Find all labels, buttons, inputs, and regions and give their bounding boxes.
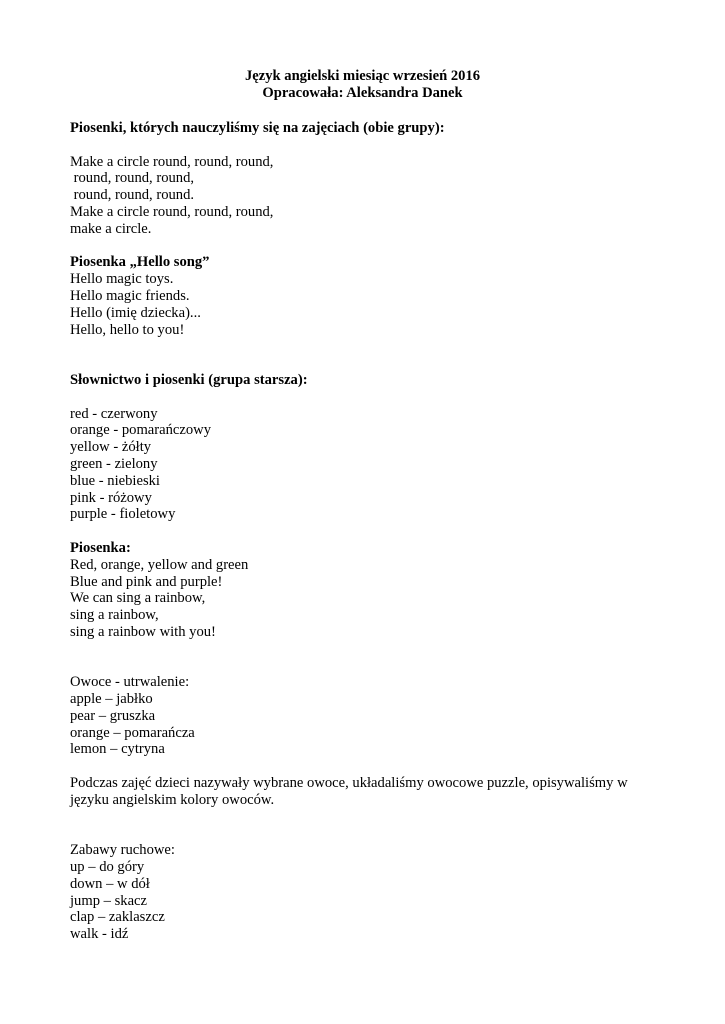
song-line: Hello magic toys. [70, 271, 174, 288]
song-line: Blue and pink and purple! [70, 573, 223, 590]
song-hello [70, 271, 660, 338]
song-line: Hello, hello to you! [70, 321, 185, 338]
movement-list [70, 859, 660, 943]
fruits-list [70, 691, 660, 758]
section-heading-vocabulary: Słownictwo i piosenki (grupa starsza): [70, 371, 308, 388]
list-item: green - zielony [70, 455, 158, 472]
section-heading-fruits: Owoce - utrwalenie: [70, 674, 190, 691]
colors-list [70, 406, 660, 524]
song-rainbow [70, 557, 660, 641]
song-hello-heading: Piosenka „Hello song” [70, 254, 210, 271]
song-line: Hello (imię dziecka)... [70, 304, 201, 321]
list-item: purple - fioletowy [70, 506, 176, 523]
song-line: round, round, round, [70, 170, 195, 187]
document-body [70, 120, 660, 943]
list-item: pear – gruszka [70, 707, 156, 724]
list-item: red - czerwony [70, 405, 158, 422]
list-item: up – do góry [70, 859, 145, 876]
list-item: orange - pomarańczowy [70, 422, 212, 439]
list-item: walk - idź [70, 926, 129, 943]
list-item: lemon – cytryna [70, 741, 165, 758]
song-make-a-circle [70, 154, 660, 238]
song-line: Hello magic friends. [70, 287, 190, 304]
list-item: orange – pomarańcza [70, 724, 195, 741]
list-item: apple – jabłko [70, 691, 153, 708]
list-item: down – w dół [70, 875, 150, 892]
song-rainbow-heading: Piosenka: [70, 539, 131, 556]
list-item: blue - niebieski [70, 472, 160, 489]
song-line: round, round, round. [70, 187, 195, 204]
song-line: Make a circle round, round, round, [70, 203, 274, 220]
section-heading-movement: Zabawy ruchowe: [70, 842, 175, 859]
section-heading-songs: Piosenki, których nauczyliśmy się na zajęciach (obie grupy): [70, 120, 445, 136]
fruits-paragraph: Podczas zajęć dzieci nazywały wybrane owoce, układaliśmy owocowe puzzle, opisywaliśmy w języku angielskim kolory owoców. [70, 775, 628, 808]
song-line: Red, orange, yellow and green [70, 556, 249, 573]
document-author: Opracowała: Aleksandra Danek [262, 85, 463, 101]
document-header [0, 68, 725, 102]
song-line: sing a rainbow with you! [70, 623, 216, 640]
document-title: Język angielski miesiąc wrzesień 2016 [244, 68, 481, 84]
song-line: sing a rainbow, [70, 607, 159, 624]
list-item: pink - różowy [70, 489, 152, 506]
song-line: Make a circle round, round, round, [70, 153, 274, 170]
list-item: clap – zaklaszcz [70, 909, 165, 926]
list-item: jump – skacz [70, 892, 148, 909]
song-line: We can sing a rainbow, [70, 590, 206, 607]
song-line: make a circle. [70, 220, 152, 237]
list-item: yellow - żółty [70, 439, 152, 456]
